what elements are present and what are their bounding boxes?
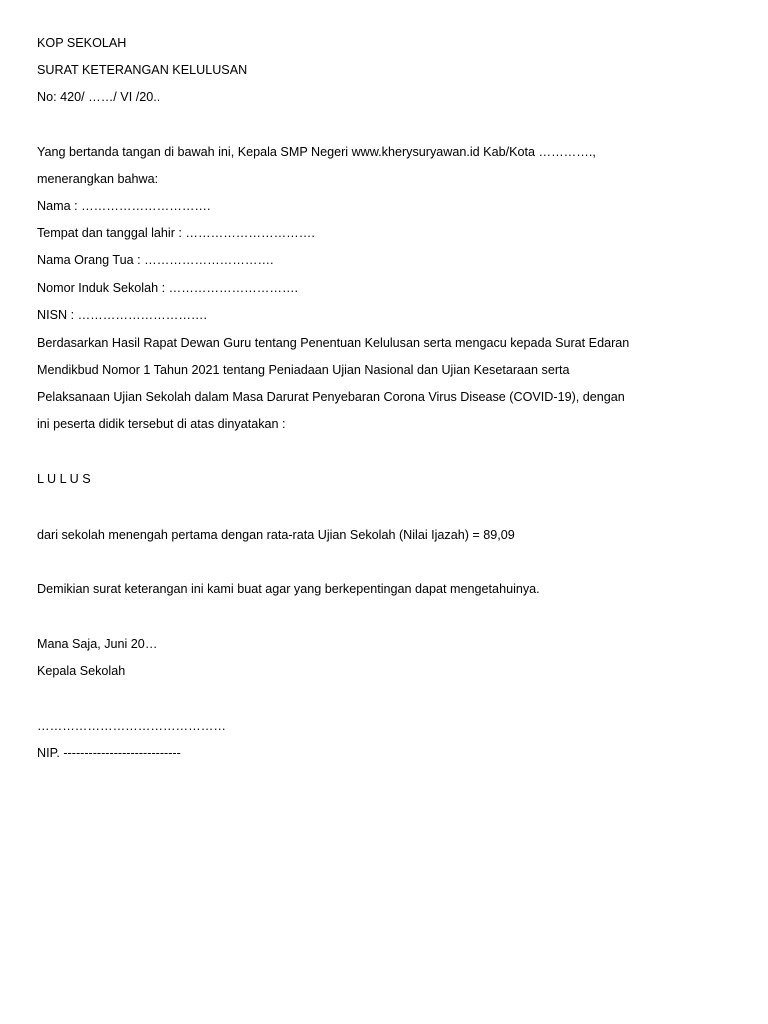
field-tempat-tanggal-lahir: Tempat dan tanggal lahir : …………………………. bbox=[37, 226, 315, 240]
basis-line-2: Mendikbud Nomor 1 Tahun 2021 tentang Peniadaan Ujian Nasional dan Ujian Kesetaraan serta bbox=[37, 363, 570, 377]
letter-title: SURAT KETERANGAN KELULUSAN bbox=[37, 63, 248, 77]
closing-text: Demikian surat keterangan ini kami buat agar yang berkepentingan dapat mengetahuinya. bbox=[37, 582, 540, 596]
place-date: Mana Saja, Juni 20… bbox=[37, 637, 158, 651]
basis-line-3: Pelaksanaan Ujian Sekolah dalam Masa Darurat Penyebaran Corona Virus Disease (COVID-19), dengan bbox=[37, 390, 625, 404]
basis-line-4: ini peserta didik tersebut di atas dinyatakan : bbox=[37, 417, 286, 431]
letter-number: No: 420/ ……/ VI /20.. bbox=[37, 90, 161, 104]
field-nama-orang-tua: Nama Orang Tua : …………………………. bbox=[37, 253, 274, 267]
field-nama: Nama : …………………………. bbox=[37, 199, 211, 213]
nip-line: NIP. ---------------------------- bbox=[37, 746, 181, 760]
result-lulus: L U L U S bbox=[37, 472, 91, 486]
field-nisn: NISN : …………………………. bbox=[37, 308, 208, 322]
average-score-text: dari sekolah menengah pertama dengan rata-rata Ujian Sekolah (Nilai Ijazah) = 89,09 bbox=[37, 528, 515, 542]
states-text: menerangkan bahwa: bbox=[37, 172, 159, 186]
intro-paragraph: Yang bertanda tangan di bawah ini, Kepala SMP Negeri www.kherysuryawan.id Kab/Kota …………., bbox=[37, 145, 596, 159]
field-nomor-induk-sekolah: Nomor Induk Sekolah : …………………………. bbox=[37, 281, 299, 295]
signature-line: ……………………………………… bbox=[37, 719, 226, 733]
signer-title: Kepala Sekolah bbox=[37, 664, 126, 678]
basis-line-1: Berdasarkan Hasil Rapat Dewan Guru tentang Penentuan Kelulusan serta mengacu kepada Surat Edaran bbox=[37, 336, 630, 350]
letterhead-placeholder: KOP SEKOLAH bbox=[37, 36, 127, 50]
